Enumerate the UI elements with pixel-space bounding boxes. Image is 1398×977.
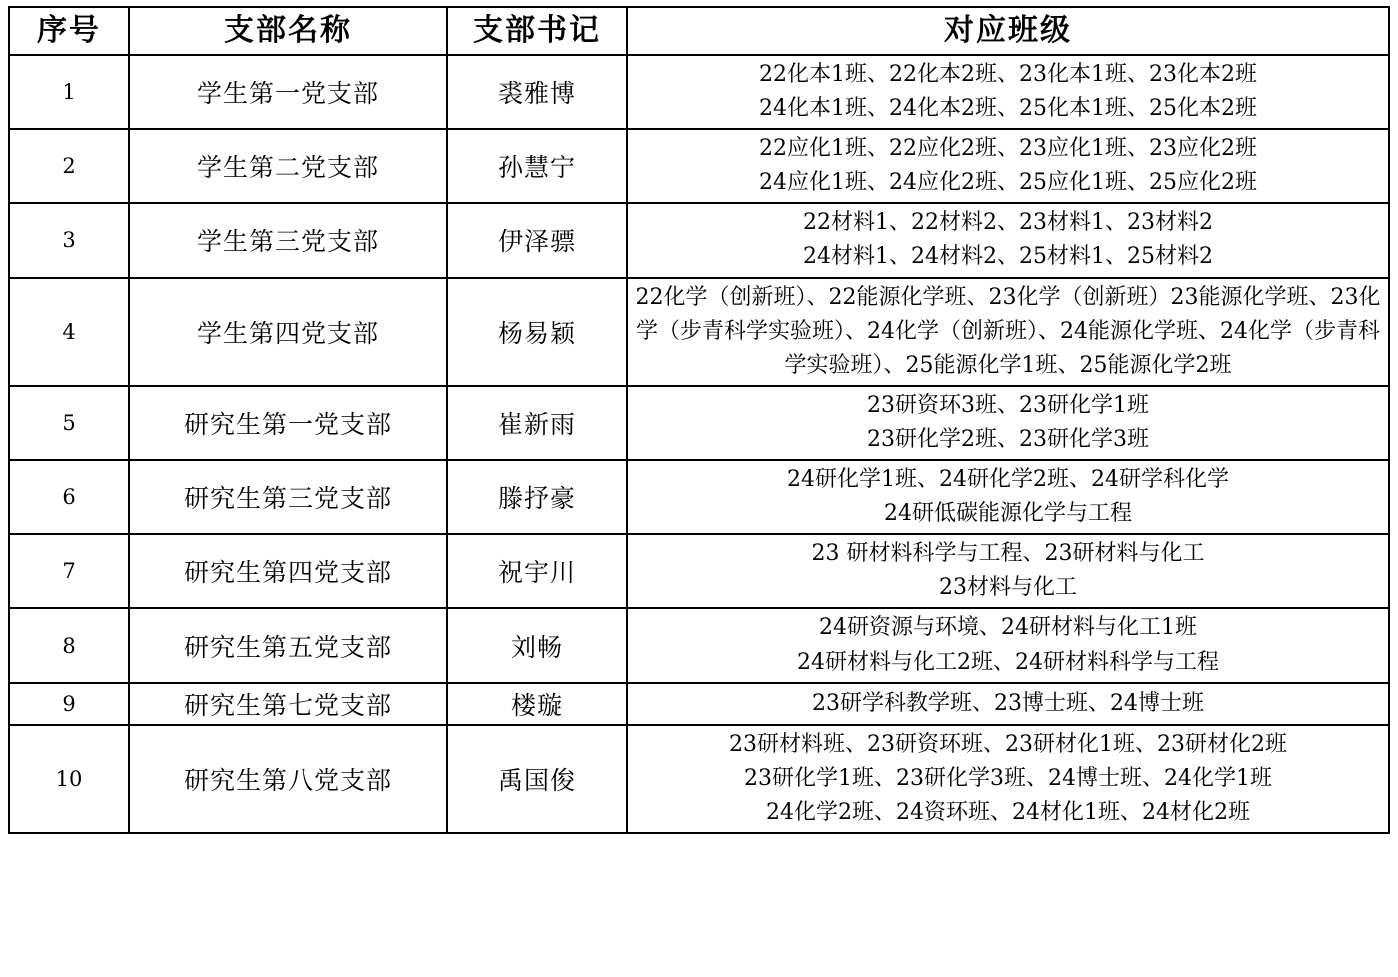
table-row	[9, 203, 1389, 277]
class-line: 23研学科教学班、23博士班、24博士班	[812, 690, 1204, 716]
cell-branch-name: 研究生第四党支部	[129, 534, 447, 608]
cell-branch-name: 学生第四党支部	[129, 278, 447, 386]
cell-index: 3	[9, 203, 129, 277]
cell-index: 10	[9, 725, 129, 833]
class-line: 23 研材料科学与工程、23研材料与化工	[811, 541, 1205, 567]
table-header-row	[9, 7, 1389, 55]
class-line: 24研低碳能源化学与工程	[884, 501, 1132, 527]
class-line: 22材料1、22材料2、23材料1、23材料2	[803, 210, 1213, 236]
cell-index: 5	[9, 386, 129, 460]
cell-classes	[627, 278, 1389, 386]
cell-secretary: 孙慧宁	[447, 129, 627, 203]
class-line: 24研化学1班、24研化学2班、24研学科化学	[787, 467, 1229, 493]
column-header-secretary: 支部书记	[447, 7, 627, 55]
cell-secretary: 杨易颖	[447, 278, 627, 386]
table-row	[9, 534, 1389, 608]
table-row	[9, 386, 1389, 460]
table-row	[9, 683, 1389, 725]
cell-branch-name: 研究生第五党支部	[129, 608, 447, 682]
cell-classes	[627, 55, 1389, 129]
table-header	[9, 7, 1389, 55]
class-line: 22化学（创新班）、22能源化学班、23化学（创新班）23能源化学班、23化学（步青科学实验班）、24化学（创新班）、24能源化学班、24化学（步青科学实验班）、25能源化学1班、25能源化学2班	[635, 284, 1381, 378]
cell-classes	[627, 534, 1389, 608]
cell-branch-name: 研究生第三党支部	[129, 460, 447, 534]
cell-classes	[627, 725, 1389, 833]
cell-branch-name: 学生第一党支部	[129, 55, 447, 129]
cell-index: 1	[9, 55, 129, 129]
table-row	[9, 460, 1389, 534]
cell-index: 8	[9, 608, 129, 682]
class-line: 24化学2班、24资环班、24材化1班、24材化2班	[766, 799, 1250, 825]
cell-classes	[627, 129, 1389, 203]
table-row	[9, 725, 1389, 833]
cell-secretary: 楼璇	[447, 683, 627, 725]
cell-classes	[627, 203, 1389, 277]
cell-branch-name: 研究生第七党支部	[129, 683, 447, 725]
cell-index: 7	[9, 534, 129, 608]
class-line: 22应化1班、22应化2班、23应化1班、23应化2班	[759, 136, 1257, 162]
cell-secretary: 刘畅	[447, 608, 627, 682]
class-line: 23研材料班、23研资环班、23研材化1班、23研材化2班	[729, 731, 1287, 757]
class-line: 23研化学1班、23研化学3班、24博士班、24化学1班	[744, 765, 1272, 791]
class-line: 22化本1班、22化本2班、23化本1班、23化本2班	[759, 62, 1257, 87]
cell-classes	[627, 386, 1389, 460]
table-row	[9, 129, 1389, 203]
class-line: 24研资源与环境、24研材料与化工1班	[819, 615, 1197, 641]
cell-index: 6	[9, 460, 129, 534]
cell-branch-name: 研究生第一党支部	[129, 386, 447, 460]
class-line: 24材料1、24材料2、25材料1、25材料2	[803, 244, 1213, 270]
party-branch-table	[8, 6, 1390, 834]
cell-secretary: 崔新雨	[447, 386, 627, 460]
cell-secretary: 禹国俊	[447, 725, 627, 833]
class-line: 24应化1班、24应化2班、25应化1班、25应化2班	[759, 170, 1257, 196]
cell-secretary: 滕抒豪	[447, 460, 627, 534]
cell-classes	[627, 460, 1389, 534]
table-row	[9, 55, 1389, 129]
cell-branch-name: 研究生第八党支部	[129, 725, 447, 833]
class-line: 23材料与化工	[939, 575, 1077, 601]
cell-branch-name: 学生第三党支部	[129, 203, 447, 277]
cell-classes	[627, 608, 1389, 682]
cell-branch-name: 学生第二党支部	[129, 129, 447, 203]
column-header-index: 序号	[9, 7, 129, 55]
class-line: 24化本1班、24化本2班、25化本1班、25化本2班	[759, 96, 1257, 122]
table-row	[9, 278, 1389, 386]
column-header-classes: 对应班级	[627, 7, 1389, 55]
cell-index: 2	[9, 129, 129, 203]
column-header-branch-name: 支部名称	[129, 7, 447, 55]
cell-secretary: 祝宇川	[447, 534, 627, 608]
class-line: 23研化学2班、23研化学3班	[867, 426, 1149, 452]
cell-secretary: 裘雅博	[447, 55, 627, 129]
table-row	[9, 608, 1389, 682]
class-line: 23研资环3班、23研化学1班	[867, 392, 1149, 418]
cell-secretary: 伊泽骠	[447, 203, 627, 277]
class-line: 24研材料与化工2班、24研材料科学与工程	[797, 649, 1219, 675]
table-body	[9, 55, 1389, 833]
cell-classes	[627, 683, 1389, 725]
cell-index: 4	[9, 278, 129, 386]
cell-index: 9	[9, 683, 129, 725]
